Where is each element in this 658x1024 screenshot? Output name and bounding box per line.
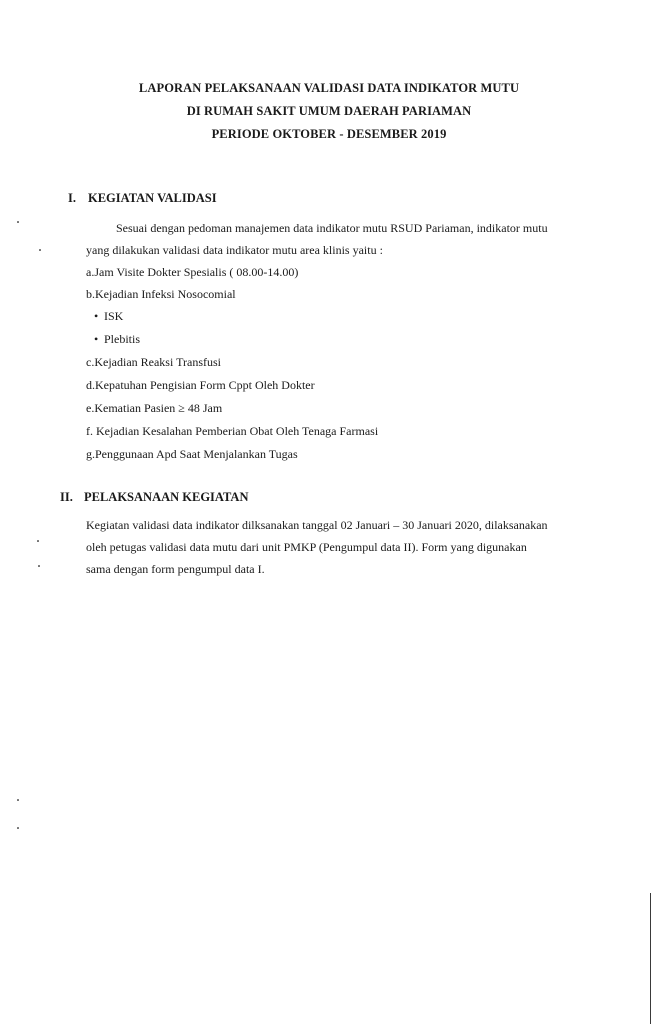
list-item-g: g.Penggunaan Apd Saat Menjalankan Tugas (86, 447, 298, 461)
list-item-f: f. Kejadian Kesalahan Pemberian Obat Oleh Tenaga Farmasi (86, 424, 379, 438)
section-1-intro-line-2: yang dilakukan validasi data indikator mutu area klinis yaitu : (86, 243, 383, 257)
report-title-line-3: PERIODE OKTOBER - DESEMBER 2019 (211, 127, 447, 141)
section-2-line-3: sama dengan form pengumpul data I. (86, 562, 265, 576)
section-1-numeral: I. (68, 191, 76, 205)
list-item-a: a.Jam Visite Dokter Spesialis ( 08.00-14.00) (86, 265, 299, 279)
scan-speck (38, 565, 40, 567)
report-title-line-1: LAPORAN PELAKSANAAN VALIDASI DATA INDIKATOR MUTU (138, 81, 520, 95)
scan-speck (39, 249, 41, 251)
list-item-b: b.Kejadian Infeksi Nosocomial (86, 287, 236, 301)
section-1-intro-line-1: Sesuai dengan pedoman manajemen data indikator mutu RSUD Pariaman, indikator mutu (116, 221, 548, 235)
scan-edge-line (650, 893, 651, 1024)
section-1-heading: KEGIATAN VALIDASI (88, 191, 217, 205)
section-2-numeral: II. (60, 490, 73, 504)
report-title-line-2: DI RUMAH SAKIT UMUM DAERAH PARIAMAN (186, 104, 472, 118)
section-2-line-2: oleh petugas validasi data mutu dari unit PMKP (Pengumpul data II). Form yang digunakan (86, 540, 527, 554)
scan-speck (17, 827, 19, 829)
section-2-line-1: Kegiatan validasi data indikator dilksanakan tanggal 02 Januari – 30 Januari 2020, dilaksanakan (86, 518, 548, 532)
scan-speck (37, 540, 39, 542)
scan-speck (17, 221, 19, 223)
section-2-heading: PELAKSANAAN KEGIATAN (84, 490, 249, 504)
bullet-icon: • (94, 309, 99, 323)
list-item-e: e.Kematian Pasien ≥ 48 Jam (86, 401, 223, 415)
sub-item-plebitis: Plebitis (104, 332, 141, 346)
bullet-icon: • (94, 332, 99, 346)
sub-item-isk: ISK (104, 309, 124, 323)
scan-speck (17, 799, 19, 801)
list-item-d: d.Kepatuhan Pengisian Form Cppt Oleh Dokter (86, 378, 315, 392)
list-item-c: c.Kejadian Reaksi Transfusi (86, 355, 221, 369)
